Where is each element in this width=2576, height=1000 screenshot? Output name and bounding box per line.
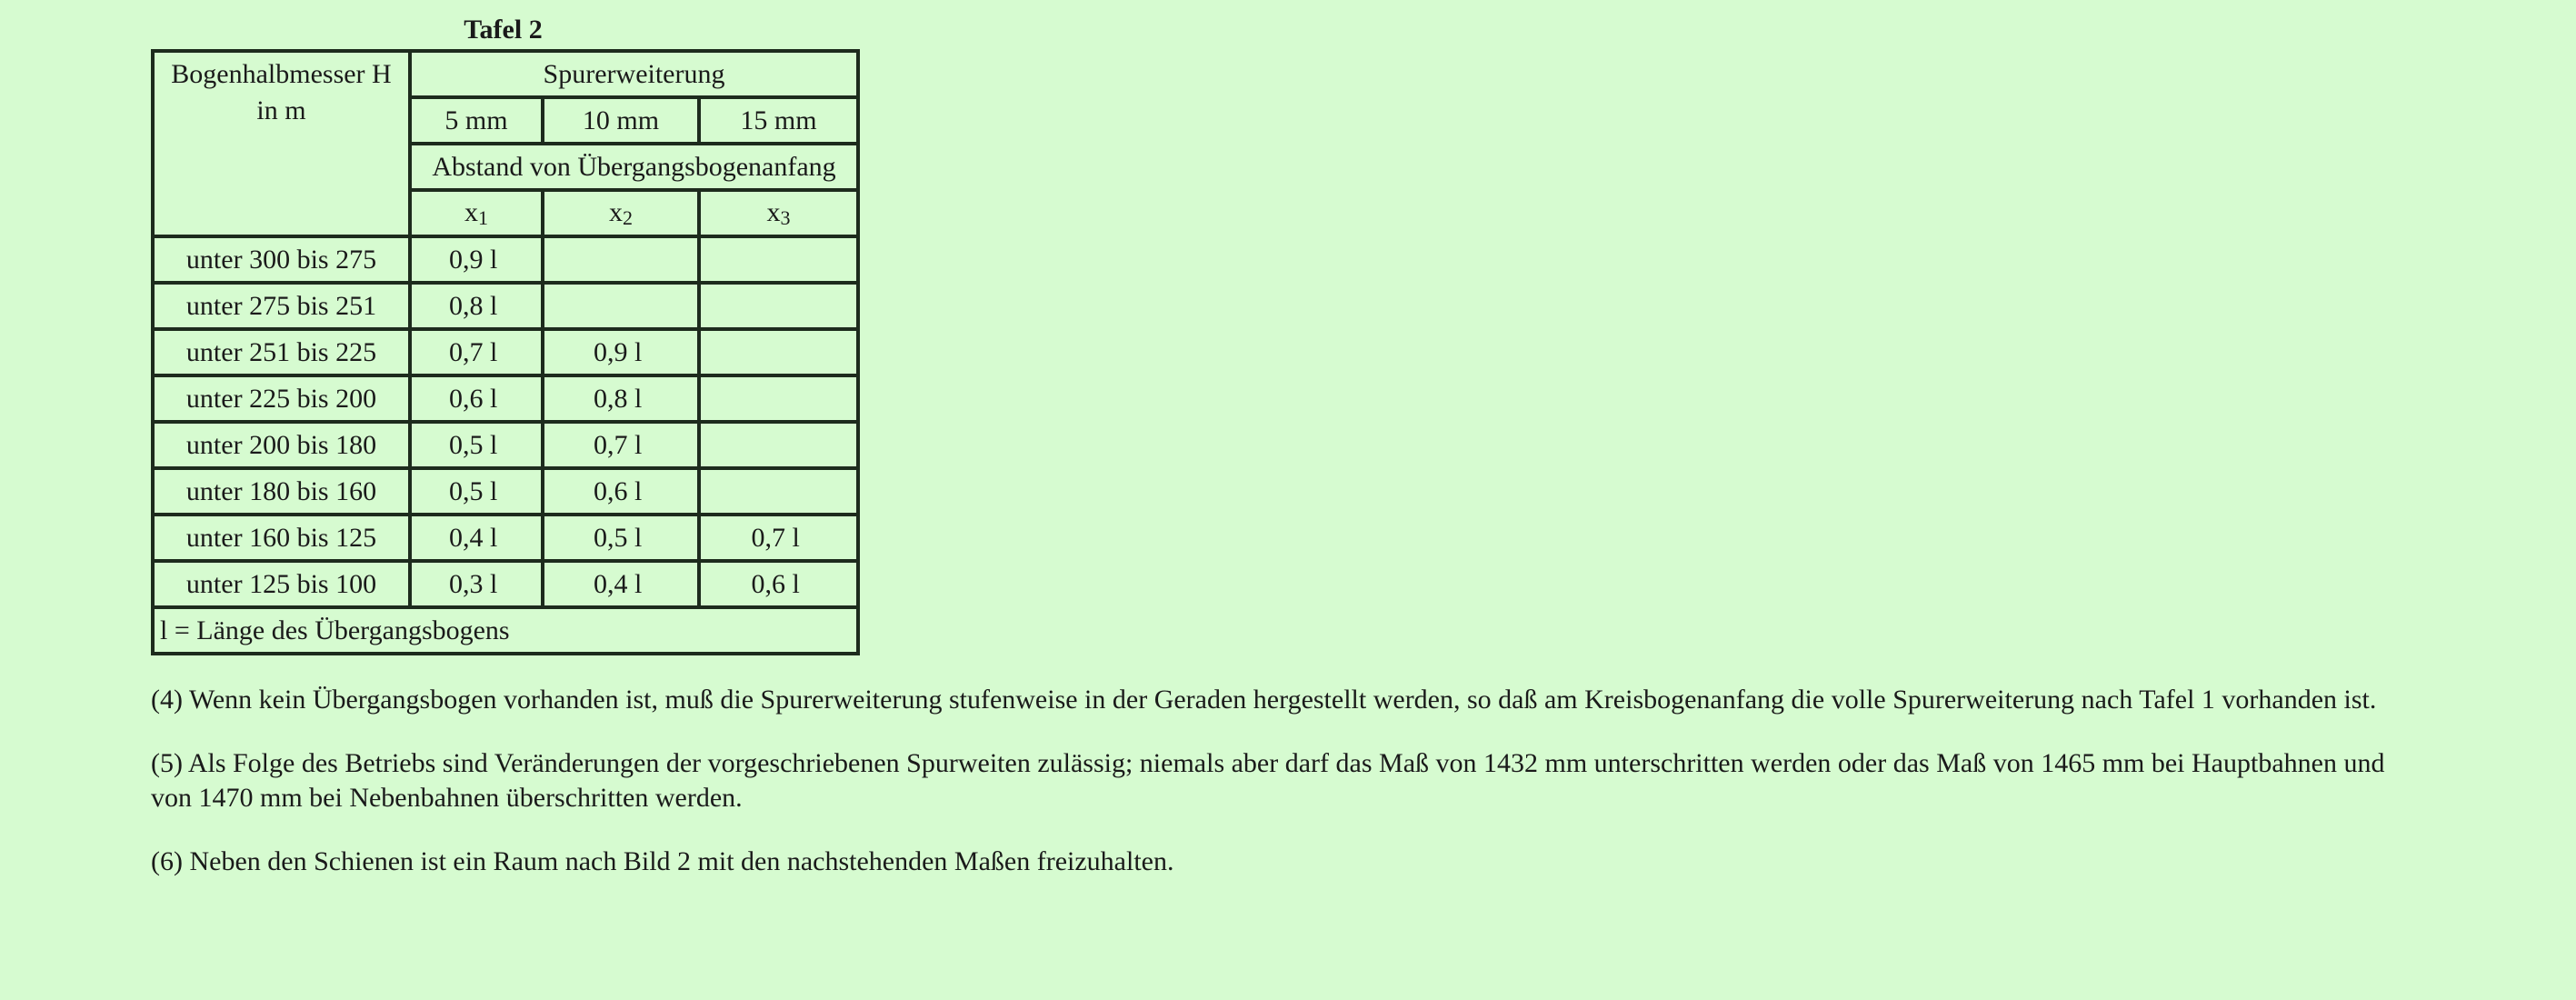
x2-cell: 0,6 l bbox=[543, 468, 699, 515]
radius-label-line1: Bogenhalbmesser H bbox=[171, 59, 392, 89]
table-title: Tafel 2 bbox=[464, 15, 543, 45]
table-row bbox=[153, 561, 858, 607]
x3-cell: 0,7 l bbox=[699, 515, 858, 561]
table-row bbox=[153, 375, 858, 422]
x1-cell: 0,6 l bbox=[410, 375, 543, 422]
x2-cell: 0,7 l bbox=[543, 422, 699, 468]
x3-cell: 0,6 l bbox=[699, 561, 858, 607]
x1-cell: 0,3 l bbox=[410, 561, 543, 607]
document bbox=[151, 13, 2532, 879]
x2-cell bbox=[543, 283, 699, 329]
x1-cell: 0,5 l bbox=[410, 422, 543, 468]
range-cell: unter 180 bis 160 bbox=[153, 468, 410, 515]
x2-cell: 0,5 l bbox=[543, 515, 699, 561]
table-row bbox=[153, 515, 858, 561]
radius-label-line2: in m bbox=[256, 95, 306, 125]
x2-cell bbox=[543, 236, 699, 283]
range-cell: unter 251 bis 225 bbox=[153, 329, 410, 375]
paragraph-5: (5) Als Folge des Betriebs sind Veränderungen der vorgeschriebenen Spurweiten zulässig; niemals aber darf das Maß von 1432 mm unterschritten werden oder das Maß von 1465 mm bei Hauptbahnen und von 1470 mm bei Nebenbahnen überschritten werden. bbox=[151, 748, 2385, 813]
x3-cell bbox=[699, 283, 858, 329]
x1-cell: 0,8 l bbox=[410, 283, 543, 329]
x2-cell: 0,8 l bbox=[543, 375, 699, 422]
range-cell: unter 160 bis 125 bbox=[153, 515, 410, 561]
radius-column-header bbox=[153, 51, 410, 236]
table-row bbox=[153, 468, 858, 515]
paragraph-6: (6) Neben den Schienen ist ein Raum nach Bild 2 mit den nachstehenden Maßen freizuhalten. bbox=[151, 846, 1174, 876]
x3-cell bbox=[699, 329, 858, 375]
x3-cell bbox=[699, 468, 858, 515]
range-cell: unter 275 bis 251 bbox=[153, 283, 410, 329]
x2-header: $x_2$ bbox=[543, 190, 699, 236]
paragraph-4: (4) Wenn kein Übergangsbogen vorhanden ist, muß die Spurerweiterung stufenweise in der Geraden hergestellt werden, so daß am Kreisbogenanfang die volle Spurerweiterung nach Tafel 1 vorhanden ist. bbox=[151, 685, 2377, 715]
widening-header: Spurerweiterung bbox=[410, 51, 858, 97]
x1-header: $x_1$ bbox=[410, 190, 543, 236]
table-row bbox=[153, 283, 858, 329]
widening-10mm: 10 mm bbox=[543, 97, 699, 144]
x3-cell bbox=[699, 422, 858, 468]
x1-cell: 0,7 l bbox=[410, 329, 543, 375]
range-cell: unter 300 bis 275 bbox=[153, 236, 410, 283]
footnote-row bbox=[153, 607, 858, 654]
x1-cell: 0,4 l bbox=[410, 515, 543, 561]
table-footnote: l = Länge des Übergangsbogens bbox=[153, 607, 858, 654]
tafel-2-table bbox=[151, 49, 860, 655]
widening-15mm: 15 mm bbox=[699, 97, 858, 144]
x3-cell bbox=[699, 375, 858, 422]
distance-header: Abstand von Übergangsbogenanfang bbox=[410, 144, 858, 190]
table-row bbox=[153, 236, 858, 283]
x1-cell: 0,5 l bbox=[410, 468, 543, 515]
table-row bbox=[153, 329, 858, 375]
header-row-1 bbox=[153, 51, 858, 97]
x2-cell: 0,9 l bbox=[543, 329, 699, 375]
x3-cell bbox=[699, 236, 858, 283]
range-cell: unter 200 bis 180 bbox=[153, 422, 410, 468]
range-cell: unter 125 bis 100 bbox=[153, 561, 410, 607]
x1-cell: 0,9 l bbox=[410, 236, 543, 283]
table-row bbox=[153, 422, 858, 468]
x2-cell: 0,4 l bbox=[543, 561, 699, 607]
widening-5mm: 5 mm bbox=[410, 97, 543, 144]
x3-header: $x_3$ bbox=[699, 190, 858, 236]
range-cell: unter 225 bis 200 bbox=[153, 375, 410, 422]
